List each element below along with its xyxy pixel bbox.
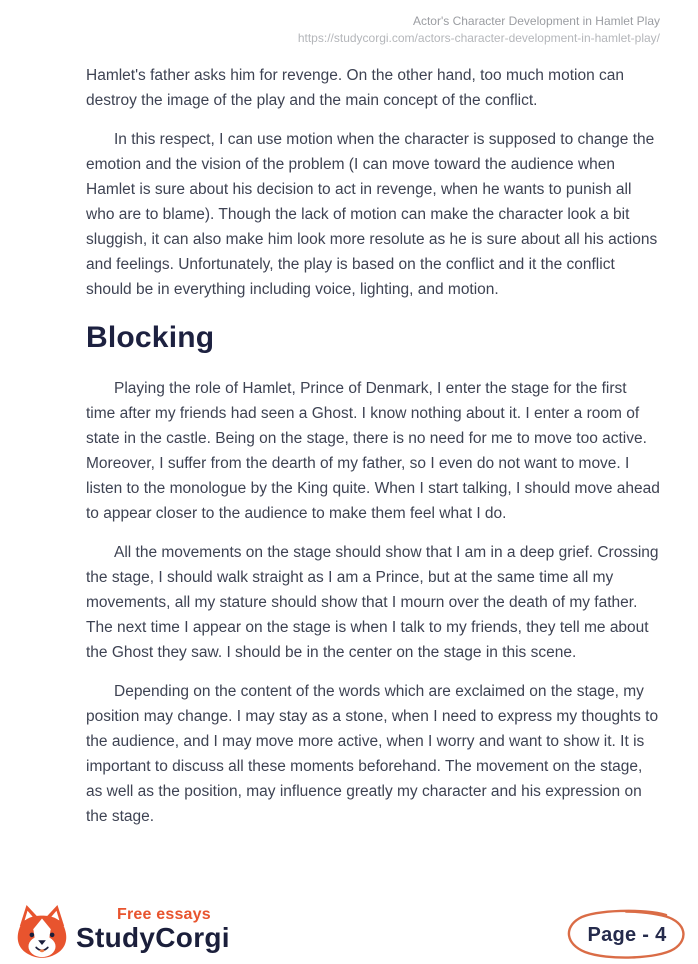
page-number-label: Page - 4 bbox=[587, 924, 667, 946]
paragraph: Playing the role of Hamlet, Prince of Denmark, I enter the stage for the first time after my friends had seen a Ghost. I know nothing about it. I enter a room of state in the castle. Being on the stage, there is no need for me to move too active. Moreover, I suffer from the dearth of my father, so I even do not want to move. I listen to the monologue by the King quite. When I start talking, I should move ahead to appear closer to the audience to make them feel what I do. bbox=[86, 380, 660, 522]
article-body bbox=[86, 63, 660, 843]
document-title: Actor's Character Development in Hamlet Play bbox=[412, 14, 660, 28]
corgi-logo-icon bbox=[14, 903, 70, 964]
paragraph: In this respect, I can use motion when the character is supposed to change the emotion and the vision of the problem (I can move toward the audience when Hamlet is sure about his decision to act in revenge, when he wants to punish all who are to blame). Though the lack of motion can make the character look a bit sluggish, it can also make him look more resolute as he is sure about all his actions and feelings. Unfortunately, the play is based on the conflict and it the conflict should be in everything including voice, lighting, and motion. bbox=[86, 131, 658, 298]
section-heading: Blocking bbox=[86, 321, 215, 354]
paragraph: Hamlet's father asks him for revenge. On the other hand, too much motion can destroy the image of the play and the main concept of the conflict. bbox=[86, 67, 624, 109]
brand-wordmark: StudyCorgi bbox=[76, 922, 230, 953]
paragraph: Depending on the content of the words which are exclaimed on the stage, my position may change. I may stay as a stone, when I need to express my thoughts to the audience, and I may move more active, when I worry and want to show it. It is important to discuss all these moments beforehand. The movement on the stage, as well as the position, may influence greatly my character and his expression on the stage. bbox=[86, 683, 659, 825]
document-source-url: https://studycorgi.com/actors-character-development-in-hamlet-play/ bbox=[297, 31, 660, 45]
brand-tagline: Free essays bbox=[117, 906, 211, 923]
page-number-badge bbox=[560, 905, 694, 963]
document-header bbox=[298, 13, 660, 47]
paragraph: All the movements on the stage should show that I am in a deep grief. Crossing the stage, I should walk straight as I am a Prince, but at the same time all my movements, all my stature should show that I mourn over the death of my father. The next time I appear on the stage is when I talk to my friends, they tell me about the Ghost they saw. I should be in the center on the stage in this scene. bbox=[86, 544, 659, 661]
